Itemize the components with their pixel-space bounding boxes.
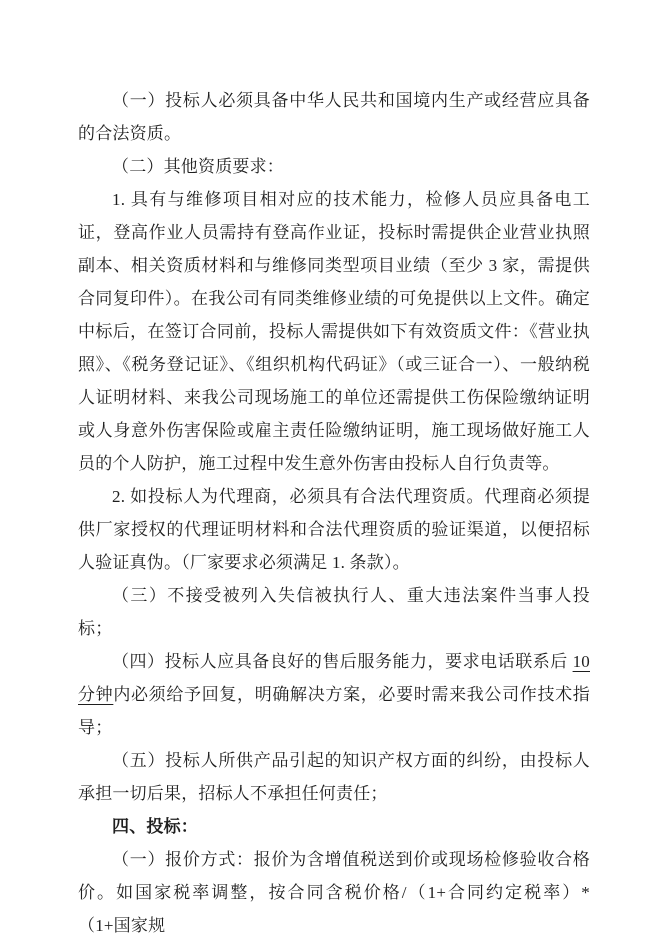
clause-1-domestic-qualification <box>78 84 590 150</box>
underlined-response-time: 10 分钟 <box>78 652 590 704</box>
item-2-agent-qualification <box>78 480 590 579</box>
clause-4-after-sales-service <box>78 645 590 744</box>
section-heading-text: 四、投标： <box>112 817 198 836</box>
text-run: 2. 如投标人为代理商，必须具有合法代理资质。代理商必须提供厂家授权的代理证明材料和合法代理资质的验证渠道，以便招标人验证真伪。（厂家要求必须满足 1. 条款）。 <box>78 487 590 572</box>
text-run: （五）投标人所供产品引起的知识产权方面的纠纷，由投标人承担一切后果，招标人不承担任何责任； <box>78 751 590 803</box>
text-run: （三）不接受被列入失信被执行人、重大违法案件当事人投标； <box>78 586 590 638</box>
text-run: （四）投标人应具备良好的售后服务能力，要求电话联系后 <box>112 652 573 671</box>
clause-2-other-requirements-heading <box>78 150 590 183</box>
text-run: （一）投标人必须具备中华人民共和国境内生产或经营应具备的合法资质。 <box>78 91 590 143</box>
item-1-technical-capability <box>78 183 590 480</box>
text-run: （一）报价方式：报价为含增值税送到价或现场检修验收合格价。如国家税率调整，按合同含税价格/（1+合同约定税率）*（1+国家规 <box>78 850 590 935</box>
clause-1-quotation-method <box>78 843 590 936</box>
clause-5-ip-disputes <box>78 744 590 810</box>
text-run: 内必须给予回复，明确解决方案，必要时需来我公司作技术指导； <box>78 685 590 737</box>
text-run: （二）其他资质要求： <box>112 157 284 176</box>
clause-3-blacklist-exclusion <box>78 579 590 645</box>
text-run: 1. 具有与维修项目相对应的技术能力，检修人员应具备电工证，登高作业人员需持有登高作业证，投标时需提供企业营业执照副本、相关资质材料和与维修同类型项目业绩（至少 3 家，需提供合同复印件）。在我公司有同类维修业绩的可免提供以上文件。确定中标后，在签订合同前，投标人需提供如下有效资质文件：《营业执照》、《税务登记证》、《组织机构代码证》（或三证合一）、一般纳税人证明材料、来我公司现场施工的单位还需提供工伤保险缴纳证明或人身意外伤害保险或雇主责任险缴纳证明，施工现场做好施工人员的个人防护，施工过程中发生意外伤害由投标人自行负责等。 <box>78 190 590 473</box>
section-4-bidding-heading <box>78 810 590 843</box>
